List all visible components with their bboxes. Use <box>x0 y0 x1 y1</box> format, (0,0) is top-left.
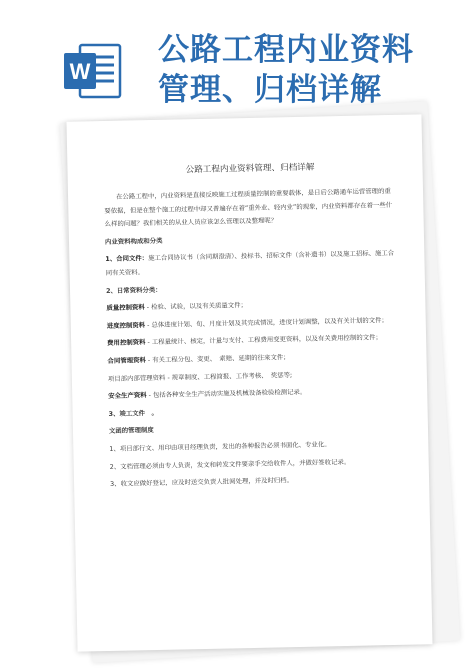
contract-mgmt-text: - 有关工程分包、变更、 索赔、延期的往来文件； <box>145 353 290 365</box>
progress-heading: 进度控制资料 <box>106 320 146 330</box>
document-title: 公路工程内业资料管理、归档详解 <box>185 162 315 176</box>
section-heading-composition: 内业资料构成和分类 <box>104 236 163 246</box>
quality-text: - 检验、试验，以及有关质量文件； <box>144 301 248 312</box>
completion-docs-heading: 3、竣工文件 。 <box>108 408 158 418</box>
safety-heading: 安全生产资料 <box>108 391 147 401</box>
progress-text: - 总体进度计划、旬、月度计划及其完成情况，进度计划调整，以及有关计划的文件； <box>145 315 388 329</box>
section-heading-rules: 文函的管理制度 <box>108 426 154 436</box>
intro-paragraph: 在公路工程中，内业资料是直接反映施工过程质量控制的重要载体，是日后公路通车运营管理的重要依据，但是在整个施工的过程中却又普遍存在着“重外业、轻内业”的现象，内业资料都存在着一些什么样的问题？我们相关的从业人员应该怎么管理以及整理呢？ <box>104 186 393 229</box>
document-body <box>103 159 403 492</box>
cost-heading: 费用控制资料 <box>107 338 146 348</box>
cost-paragraph <box>107 331 400 351</box>
banner-title-line-1: 公路工程内业资料 <box>158 32 414 68</box>
banner-title <box>158 30 468 110</box>
rule-1: 1、项目部行文、用印由项目经理负责，发出的各种报告必须书面化、专业化。 <box>109 440 331 453</box>
document-page <box>66 114 432 651</box>
contract-docs-text: 施工合同协议书（含同期澄清）、投标书、招标文件（含补遗书）以及施工招标、施工合同有关资料。 <box>105 249 395 277</box>
cost-text: - 工程量统计、核定，计量与支付、工程费用变更资料，以及有关费用控制的文件； <box>145 333 382 347</box>
progress-paragraph <box>107 314 400 334</box>
project-internal-paragraph: 项目部内部管理资料 - 规章制度、工程简报、工作考核、 奖惩等; <box>107 370 293 383</box>
daily-docs-heading: 2、日常资料分类： <box>105 285 162 295</box>
contract-mgmt-paragraph <box>107 349 400 369</box>
banner-title-line-2: 管理、归档详解 <box>158 72 382 108</box>
contract-docs-heading: 1、合同文件： <box>105 254 149 264</box>
contract-mgmt-heading: 合同管理资料 <box>107 356 146 365</box>
word-doc-icon <box>62 41 122 101</box>
rule-3: 3、收文应做好登记，应及时送交负责人批阅处理，并及时归档。 <box>110 476 294 489</box>
contract-docs-paragraph <box>105 247 399 280</box>
header <box>0 0 474 118</box>
quality-paragraph <box>106 296 399 316</box>
rule-2: 2、文档管理必须由专人负责，发文和转发文件要亲手交给收件人，并做好签收记录。 <box>109 457 351 471</box>
quality-heading: 质量控制资料 <box>106 303 145 313</box>
safety-paragraph <box>108 384 401 404</box>
word-logo-letter: W <box>69 59 91 84</box>
safety-text: - 包括各种安全生产活动实施及机械设备检验检测记录。 <box>146 387 307 400</box>
